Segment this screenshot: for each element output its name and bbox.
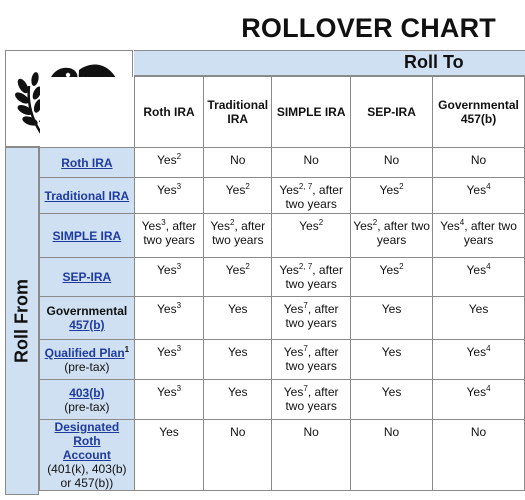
cell-value: Yes bbox=[279, 183, 299, 197]
table-cell bbox=[351, 148, 433, 178]
col-header-simple-ira: SIMPLE IRA bbox=[272, 77, 351, 148]
cell-value: Yes bbox=[468, 302, 489, 316]
table-cell bbox=[272, 258, 351, 297]
table-cell bbox=[433, 380, 525, 420]
cell-footnote: 2 bbox=[318, 218, 324, 227]
cell-value: Yes bbox=[227, 345, 248, 359]
cell-footnote: 7 bbox=[303, 384, 308, 393]
cell-value: Yes bbox=[157, 183, 177, 197]
table-cell bbox=[351, 297, 433, 340]
cell-value: Yes bbox=[466, 345, 487, 359]
column-header-row bbox=[40, 77, 525, 148]
row-header bbox=[40, 214, 135, 258]
table-cell bbox=[351, 380, 433, 420]
row-label-link[interactable]: Designated Roth Account bbox=[54, 420, 120, 462]
cell-value: Yes bbox=[157, 302, 177, 316]
table-cell bbox=[433, 214, 525, 258]
cell-value: Yes bbox=[379, 183, 400, 197]
table-cell bbox=[134, 380, 204, 420]
cell-footnote: 3 bbox=[176, 384, 182, 393]
table-row bbox=[40, 340, 525, 380]
table-cell bbox=[204, 148, 272, 178]
cell-value: Yes bbox=[381, 345, 402, 359]
chart-title: ROLLOVER CHART bbox=[241, 13, 496, 43]
cell-value: Yes bbox=[283, 385, 304, 399]
cell-value: Yes bbox=[466, 183, 487, 197]
cell-footnote: 2, 7 bbox=[298, 182, 313, 191]
cell-note: , after two years bbox=[285, 345, 339, 373]
table-cell bbox=[272, 380, 351, 420]
row-header bbox=[40, 148, 135, 178]
col-header-sep-ira: SEP-IRA bbox=[351, 77, 433, 148]
table-cell bbox=[433, 420, 525, 491]
cell-footnote: 4 bbox=[486, 384, 491, 393]
table-cell bbox=[134, 258, 204, 297]
cell-note: , after two years bbox=[376, 219, 430, 247]
cell-value: Yes bbox=[466, 385, 487, 399]
cell-footnote: 2 bbox=[245, 182, 250, 191]
table-row bbox=[40, 148, 525, 178]
row-label-link[interactable]: 457(b) bbox=[69, 318, 105, 332]
row-label-link[interactable]: SEP-IRA bbox=[62, 270, 112, 284]
cell-footnote: 7 bbox=[303, 301, 308, 310]
rollover-table bbox=[39, 76, 525, 491]
col-header-traditional-ira-text: Traditional IRA bbox=[207, 98, 269, 126]
cell-value: No bbox=[383, 153, 400, 167]
cell-note: , after two years bbox=[285, 385, 339, 413]
table-cell bbox=[433, 258, 525, 297]
table-row bbox=[40, 178, 525, 214]
table-cell bbox=[433, 297, 525, 340]
row-label-link[interactable]: Traditional IRA bbox=[44, 188, 130, 203]
table-cell bbox=[204, 214, 272, 258]
cell-value: Yes bbox=[210, 219, 230, 233]
row-label-sub: (pre-tax) bbox=[64, 399, 110, 414]
cell-footnote: 2 bbox=[176, 152, 182, 161]
cell-footnote: 2, 7 bbox=[298, 262, 313, 271]
cell-note: , after two years bbox=[285, 183, 343, 211]
cell-footnote: 4 bbox=[459, 218, 465, 227]
row-header bbox=[40, 258, 135, 297]
row-label-link[interactable]: Roth IRA bbox=[61, 155, 113, 170]
table-cell bbox=[272, 148, 351, 178]
cell-footnote: 4 bbox=[486, 182, 491, 191]
table-cell bbox=[433, 148, 525, 178]
table-cell bbox=[204, 178, 272, 214]
row-header bbox=[40, 340, 135, 380]
row-label-link[interactable]: Qualified Plan bbox=[44, 345, 125, 360]
table-row bbox=[40, 420, 525, 491]
cell-footnote: 2 bbox=[399, 182, 404, 191]
cell-value: Yes bbox=[353, 219, 373, 233]
row-label-link[interactable]: SIMPLE IRA bbox=[52, 228, 122, 243]
cell-footnote: 2 bbox=[229, 218, 235, 227]
col-header-governmental-457b bbox=[433, 77, 525, 148]
table-row bbox=[40, 258, 525, 297]
row-label-footnote: 1 bbox=[124, 344, 130, 354]
cell-value: Yes bbox=[225, 183, 246, 197]
table-cell bbox=[272, 420, 351, 491]
table-cell bbox=[204, 340, 272, 380]
cell-note: , after two years bbox=[212, 219, 266, 247]
cell-footnote: 2 bbox=[372, 218, 378, 227]
table-cell bbox=[272, 297, 351, 340]
cell-note: , after two years bbox=[143, 219, 197, 247]
table-cell bbox=[351, 420, 433, 491]
cell-value: Yes bbox=[283, 302, 304, 316]
rollover-chart bbox=[5, 50, 525, 495]
table-cell bbox=[433, 340, 525, 380]
cell-value: No bbox=[470, 425, 487, 439]
table-row bbox=[40, 380, 525, 420]
cell-value: No bbox=[303, 153, 319, 167]
cell-footnote: 3 bbox=[176, 182, 182, 191]
cell-note: , after two years bbox=[285, 263, 343, 291]
table-cell bbox=[134, 178, 204, 214]
table-body bbox=[40, 148, 525, 491]
table-cell bbox=[134, 340, 204, 380]
cell-footnote: 3 bbox=[176, 301, 182, 310]
table-cell bbox=[351, 258, 433, 297]
cell-note: , after two years bbox=[285, 302, 339, 330]
cell-footnote: 2 bbox=[245, 262, 250, 271]
cell-value: Yes bbox=[381, 302, 402, 316]
table-cell bbox=[134, 214, 204, 258]
cell-value: Yes bbox=[157, 153, 177, 167]
table-cell bbox=[204, 297, 272, 340]
row-header bbox=[40, 380, 135, 420]
roll-from-header bbox=[5, 147, 39, 495]
cell-value: No bbox=[383, 425, 400, 439]
col-header-governmental-457b-text: Governmental 457(b) bbox=[438, 98, 519, 126]
roll-from-label: Roll From bbox=[11, 279, 32, 363]
table-cell bbox=[204, 380, 272, 420]
cell-footnote: 3 bbox=[176, 344, 182, 353]
cell-footnote: 3 bbox=[176, 262, 182, 271]
cell-value: Yes bbox=[227, 302, 248, 316]
cell-value: Yes bbox=[299, 219, 319, 233]
table-cell bbox=[272, 340, 351, 380]
cell-value: Yes bbox=[227, 385, 248, 399]
row-label-sub: (401(k), 403(b) or 457(b)) bbox=[47, 462, 127, 490]
table-cell bbox=[272, 214, 351, 258]
table-cell bbox=[272, 178, 351, 214]
cell-footnote: 7 bbox=[303, 344, 308, 353]
roll-to-header bbox=[134, 50, 525, 76]
table-row bbox=[40, 214, 525, 258]
table-cell bbox=[134, 420, 204, 491]
table-cell bbox=[433, 178, 525, 214]
cell-value: Yes bbox=[440, 219, 460, 233]
corner-cell bbox=[40, 77, 135, 148]
cell-footnote: 4 bbox=[486, 262, 491, 271]
row-label-sub: (pre-tax) bbox=[64, 359, 110, 374]
table-cell bbox=[351, 178, 433, 214]
cell-value: Yes bbox=[159, 425, 179, 439]
row-header bbox=[40, 178, 135, 214]
cell-value: Yes bbox=[381, 385, 402, 399]
col-header-traditional-ira bbox=[204, 77, 272, 148]
table-cell bbox=[204, 258, 272, 297]
table-cell bbox=[351, 214, 433, 258]
row-header bbox=[40, 297, 135, 340]
row-label-link[interactable]: 403(b) bbox=[69, 385, 105, 400]
row-label: Governmental bbox=[46, 304, 128, 318]
cell-value: Yes bbox=[279, 263, 299, 277]
cell-value: Yes bbox=[141, 219, 162, 233]
cell-value: Yes bbox=[225, 263, 246, 277]
col-header-roth-ira: Roth IRA bbox=[134, 77, 204, 148]
cell-value: Yes bbox=[379, 263, 400, 277]
roll-to-label: Roll To bbox=[404, 52, 464, 72]
table-cell bbox=[204, 420, 272, 491]
row-header bbox=[40, 420, 135, 491]
table-row bbox=[40, 297, 525, 340]
cell-note: , after two years bbox=[463, 219, 517, 247]
table-cell bbox=[134, 297, 204, 340]
cell-value: No bbox=[230, 425, 246, 439]
table-cell bbox=[351, 340, 433, 380]
cell-value: No bbox=[303, 425, 319, 439]
cell-value: Yes bbox=[157, 385, 177, 399]
cell-footnote: 3 bbox=[161, 218, 166, 227]
cell-value: Yes bbox=[157, 345, 177, 359]
cell-value: No bbox=[470, 153, 487, 167]
cell-footnote: 2 bbox=[399, 262, 404, 271]
cell-value: No bbox=[230, 153, 246, 167]
cell-footnote: 4 bbox=[486, 344, 491, 353]
cell-value: Yes bbox=[466, 263, 487, 277]
cell-value: Yes bbox=[283, 345, 304, 359]
cell-value: Yes bbox=[157, 263, 177, 277]
table-cell bbox=[134, 148, 204, 178]
